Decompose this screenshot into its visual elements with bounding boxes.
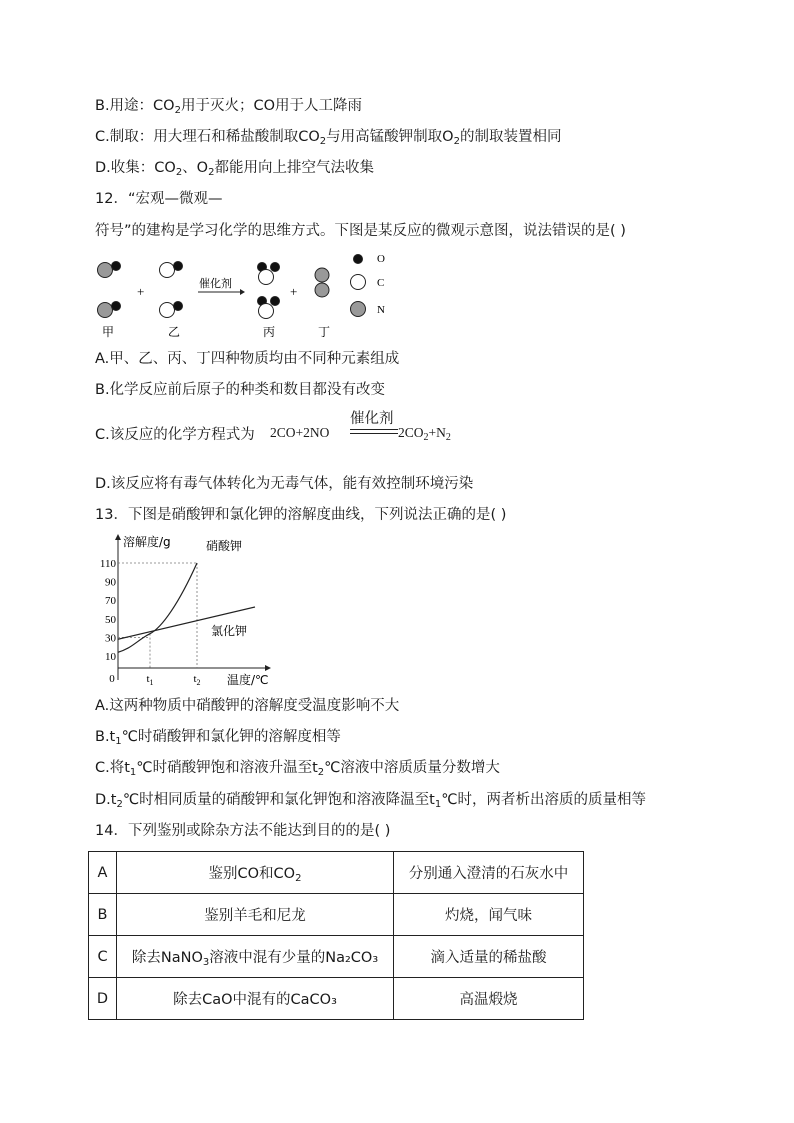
legend-o-label: O (377, 253, 385, 265)
x-tick-label: $t_1$ (146, 673, 154, 687)
y-axis-label: 溶解度/g (123, 535, 171, 549)
q13-stem: 13．下图是硝酸钾和氯化钾的溶解度曲线，下列说法正确的是( ) (95, 507, 507, 523)
y-tick-label: 90 (105, 576, 116, 589)
row-id: C (89, 936, 117, 978)
label-jia: 甲 (102, 325, 115, 339)
curve-kno3 (118, 563, 197, 652)
q12-option-d: D.该反应将有毒气体转化为无毒气体，能有效控制环境污染 (95, 476, 474, 492)
q13-option-a: A.这两种物质中硝酸钾的溶解度受温度影响不大 (95, 698, 400, 714)
series-label-kno3: 硝酸钾 (206, 539, 243, 553)
legend-n-label: N (377, 304, 385, 316)
row-task: 除去NaNO$_3$溶液中混有少量的Na₂CO₃ (117, 936, 394, 978)
q12-stem-line1: 12．“宏观—微观— (95, 191, 223, 207)
molecule-n2 (315, 268, 329, 297)
table-row (89, 936, 584, 978)
molecule-co-bottom (98, 302, 121, 318)
y-tick-label: 30 (105, 632, 116, 645)
row-method: 灼烧，闻气味 (394, 894, 584, 936)
legend-c-atom (351, 275, 366, 290)
table-row (89, 978, 584, 1020)
label-bing: 丙 (263, 325, 276, 339)
q11-option-b: B.用途：$CO_2$用于灭火；CO用于人工降雨 (95, 98, 363, 116)
row-task: 鉴别CO和$CO_2$ (117, 852, 394, 894)
row-task: 除去CaO中混有的CaCO₃ (117, 978, 394, 1020)
row-id: B (89, 894, 117, 936)
solubility-chart (95, 532, 280, 692)
equation-products: $2CO_2+N_2$ (398, 425, 451, 443)
x-axis-label: 温度/℃ (227, 673, 269, 687)
equation-reactants: 2CO+2NO (270, 425, 330, 440)
label-yi: 乙 (168, 325, 181, 339)
molecule-co-top (98, 262, 121, 278)
equation-double-line (350, 429, 398, 434)
q13-option-d: $D.t_2℃$时相同质量的硝酸钾和氯化钾饱和溶液降温至$t_1℃$时，两者析出溶质的质量相等 (95, 792, 646, 810)
label-ding: 丁 (318, 325, 331, 339)
plus-sign-1: + (137, 284, 145, 299)
q13-option-b: $B.t_1℃$时硝酸钾和氯化钾的溶解度相等 (95, 729, 341, 747)
q11-option-c: C.制取：用大理石和稀盐酸制取$CO_2$与用高锰酸钾制取$O_2$的制取装置相同 (95, 129, 562, 147)
q12-option-a: A.甲、乙、丙、丁四种物质均由不同种元素组成 (95, 351, 400, 367)
q13-option-c: C.将$t_1℃$时硝酸钾饱和溶液升温至$t_2℃$溶液中溶质质量分数增大 (95, 760, 500, 778)
molecule-no-bottom (160, 302, 183, 318)
row-method: 分别通入澄清的石灰水中 (394, 852, 584, 894)
q12-stem-line2: 符号”的建构是学习化学的思维方式。下图是某反应的微观示意图，说法错误的是( ) (95, 223, 626, 239)
legend-c-label: C (377, 277, 385, 289)
q14-stem: 14．下列鉴别或除杂方法不能达到目的的是( ) (95, 823, 391, 839)
plus-sign-2: + (290, 284, 298, 299)
row-id: A (89, 852, 117, 894)
equation-catalyst: 催化剂 (350, 411, 394, 427)
row-method: 高温煅烧 (394, 978, 584, 1020)
x-tick-label: $t_2$ (193, 673, 201, 687)
y-tick-label: 50 (105, 613, 116, 626)
x-tick-label: 0 (109, 673, 115, 685)
series-label-kcl: 氯化钾 (211, 624, 248, 638)
row-id: D (89, 978, 117, 1020)
y-tick-label: 10 (105, 651, 116, 663)
q12-option-b: B.化学反应前后原子的种类和数目都没有改变 (95, 382, 386, 398)
q14-table (88, 851, 584, 1020)
row-task: 鉴别羊毛和尼龙 (117, 894, 394, 936)
molecule-co2-top (258, 263, 280, 285)
table-row (89, 894, 584, 936)
row-method: 滴入适量的稀盐酸 (394, 936, 584, 978)
reaction-microscopic-diagram (90, 250, 410, 345)
molecule-co2-bottom (258, 297, 280, 319)
y-tick-label: 110 (99, 558, 116, 570)
catalyst-label: 催化剂 (199, 278, 232, 290)
q12-option-c-text: C.该反应的化学方程式为 (95, 427, 255, 443)
molecule-no-top (160, 262, 183, 278)
legend-n-atom (351, 302, 366, 317)
q11-option-d: D.收集：$CO_2$、$O_2$都能用向上排空气法收集 (95, 160, 374, 178)
legend-o-atom (354, 255, 363, 264)
y-tick-label: 70 (105, 595, 116, 608)
table-row (89, 852, 584, 894)
